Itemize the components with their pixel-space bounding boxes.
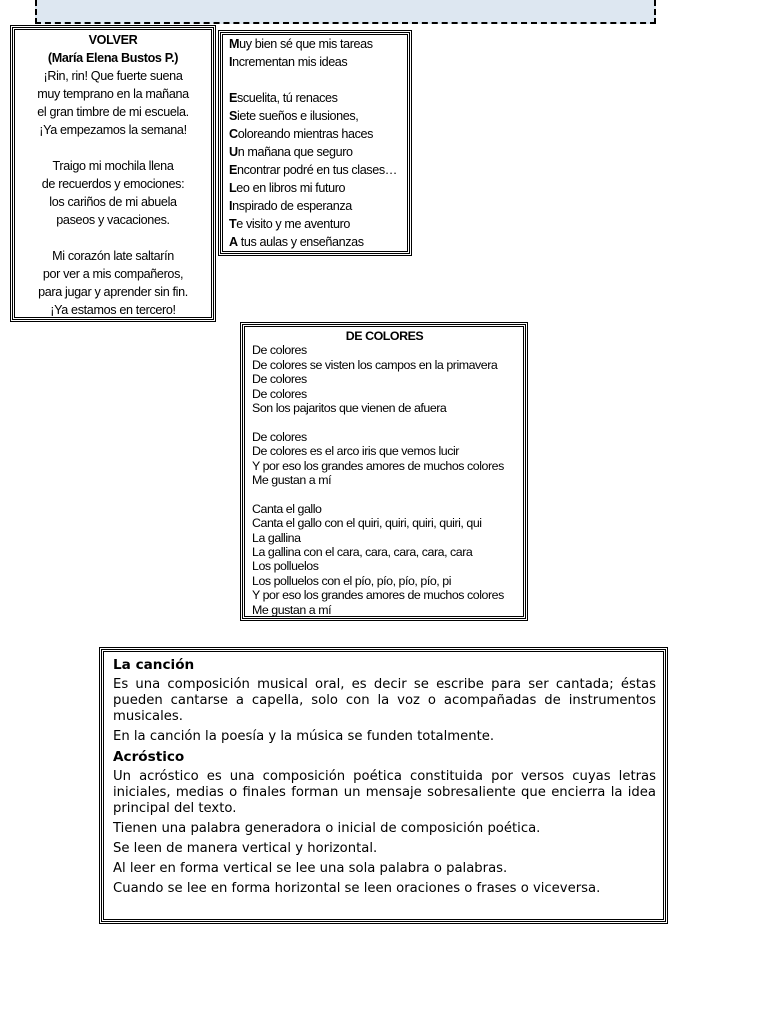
definitions-box (101, 649, 666, 922)
acrostic-line: Un mañana que seguro (229, 145, 353, 159)
acrostico-heading: Acróstico (113, 749, 185, 765)
poem-line: Traigo mi mochila llena (52, 159, 174, 173)
cancion-paragraph: Es una composición musical oral, es decir se escribe para ser cantada; éstas pueden cantarse a capella, solo con la voz o acompañadas de instrumentos musicales. (113, 677, 656, 724)
acrostic-line: Inspirado de esperanza (229, 199, 352, 213)
song-line: De colores se visten los campos en la primavera (252, 357, 498, 372)
song-line: De colores (252, 386, 307, 401)
song-line: Me gustan a mí (252, 473, 332, 488)
song-line: De colores (252, 343, 307, 358)
poem-title: VOLVER (88, 33, 138, 47)
acrostic-line: A tus aulas y enseñanzas (229, 235, 364, 249)
song-line: De colores (252, 372, 307, 387)
poem-line: el gran timbre de mi escuela. (37, 105, 189, 119)
acrostic-line: Incrementan mis ideas (229, 55, 348, 69)
acrostic-line: Te visito y me aventuro (229, 217, 350, 231)
song-line: Canta el gallo (252, 501, 322, 516)
acrostico-paragraph: Un acróstico es una composición poética constituida por versos cuyas letras iniciales, medias o finales forman un mensaje sobresaliente que encierra la idea principal del texto. (113, 769, 656, 816)
poem-line: de recuerdos y emociones: (41, 177, 185, 191)
poem-line: por ver a mis compañeros, (42, 267, 184, 281)
acrostic-line: Coloreando mientras haces (229, 127, 374, 141)
poem-line: muy temprano en la mañana (37, 87, 189, 101)
song-line: Los polluelos (252, 559, 319, 574)
acrostic-line: Siete sueños e ilusiones, (229, 109, 359, 123)
song-line: Me gustan a mí (252, 602, 332, 617)
poem-line: Mi corazón late saltarín (52, 249, 174, 263)
cancion-paragraph: En la canción la poesía y la música se funden totalmente. (113, 729, 495, 744)
acrostico-paragraph: Se leen de manera vertical y horizontal. (113, 841, 378, 856)
acrostic-line: Muy bien sé que mis tareas (229, 37, 373, 51)
song-line: Y por eso los grandes amores de muchos colores (252, 458, 504, 473)
acrostico-paragraph: Cuando se lee en forma horizontal se leen oraciones o frases o viceversa. (113, 881, 601, 896)
song-line: La gallina (252, 530, 301, 545)
song-line: Son los pajaritos que vienen de afuera (252, 401, 447, 416)
poem-line: paseos y vacaciones. (56, 213, 170, 227)
acrostico-paragraph: Tienen una palabra generadora o inicial de composición poética. (113, 821, 541, 836)
poem-line: para jugar y aprender sin fin. (38, 285, 188, 299)
acrostico-paragraph: Al leer en forma vertical se lee una sola palabra o palabras. (113, 861, 508, 876)
song-line: Los polluelos con el pío, pío, pío, pío, pi (252, 573, 452, 588)
poem-line: ¡Ya estamos en tercero! (50, 303, 176, 317)
poem-line: ¡Ya empezamos la semana! (39, 123, 187, 137)
header-banner (35, 0, 656, 24)
acrostic-line: Escuelita, tú renaces (229, 91, 338, 105)
song-title: DE COLORES (345, 329, 424, 343)
song-line: Canta el gallo con el quiri, quiri, quiri, quiri, qui (252, 516, 482, 531)
poem-volver-box (12, 27, 214, 320)
poem-line: los cariños de mi abuela (49, 195, 177, 209)
poem-author: (María Elena Bustos P.) (47, 51, 179, 65)
acrostic-box (220, 32, 410, 254)
acrostic-line: Leo en libros mi futuro (229, 181, 346, 195)
song-line: Y por eso los grandes amores de muchos colores (252, 588, 504, 603)
acrostic-line: Encontrar podré en tus clases… (229, 163, 397, 177)
song-line: De colores es el arco iris que vemos lucir (252, 444, 459, 459)
poem-line: ¡Rin, rin! Que fuerte suena (43, 69, 183, 83)
song-line: La gallina con el cara, cara, cara, cara, cara (252, 545, 473, 560)
cancion-heading: La canción (113, 657, 195, 673)
song-de-colores-box (242, 324, 526, 619)
song-line: De colores (252, 429, 307, 444)
